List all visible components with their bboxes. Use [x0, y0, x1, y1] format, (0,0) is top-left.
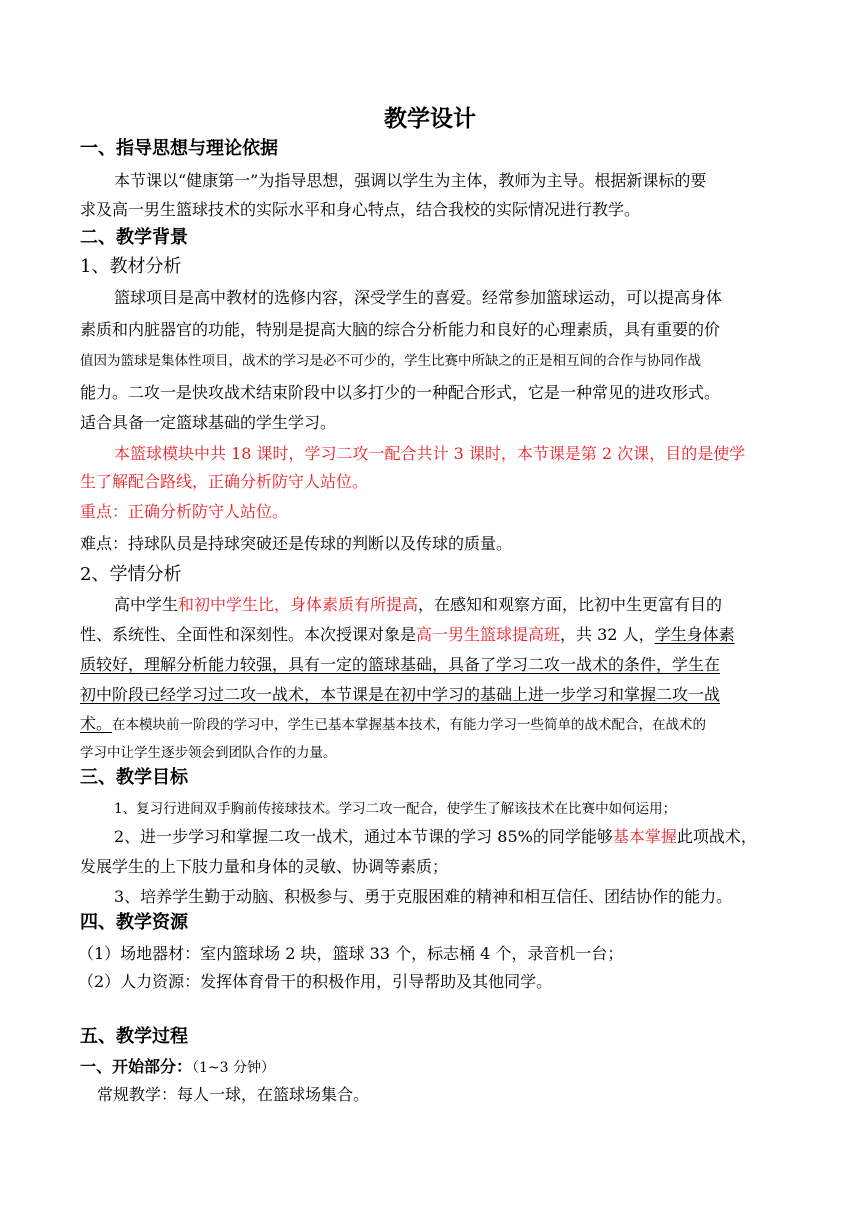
text-segment: 在本模块前一阶段的学习中，学生已基本掌握基本技术，有能力学习一些简单的战术配合，在战术的 — [112, 717, 707, 733]
underlined-line: 初中阶段已经学习过二攻一战术，本节课是在初中学习的基础上进一步学习和掌握二攻一战 — [80, 685, 721, 704]
resource-2: （2）人力资源：发挥体育骨干的积极作用，引导帮助及其他同学。 — [78, 972, 553, 991]
paragraph-line: 素质和内脏器官的功能，特别是提高大脑的综合分析能力和良好的心理素质，具有重要的价 — [80, 320, 721, 339]
paragraph-line: 求及高一男生篮球技术的实际水平和身心特点，结合我校的实际情况进行教学。 — [80, 200, 641, 219]
part-duration: （1~3 分钟） — [192, 1060, 276, 1076]
highlighted-text: 高一男生篮球提高班 — [416, 625, 561, 644]
paragraph-line: 学习中让学生逐步领会到团队合作的力量。 — [80, 745, 337, 761]
page-title: 教学设计 — [384, 105, 476, 132]
highlighted-line: 生了解配合路线，正确分析防守人站位。 — [80, 472, 369, 491]
underlined-text: 术。 — [80, 714, 113, 733]
highlighted-text: 基本掌握 — [612, 827, 677, 846]
highlighted-line: 本篮球模块中共 18 课时，学习二攻一配合共计 3 课时，本节课是第 2 次课，目的是使学 — [114, 444, 746, 463]
goal-3: 3、培养学生勤于动脑、积极参与、勇于克服困难的精神和相互信任、团结协作的能力。 — [114, 887, 733, 906]
underlined-line: 质较好，理解分析能力较强，具有一定的篮球基础，具备了学习二攻一战术的条件，学生在 — [80, 655, 721, 674]
goal-2 — [114, 826, 757, 848]
text-segment: 2、进一步学习和掌握二攻一战术，通过本节课的学习 85%的同学能够 — [114, 827, 613, 846]
subheading-student-analysis: 2、学情分析 — [80, 564, 182, 585]
section-heading-1: 一、指导思想与理论依据 — [80, 138, 278, 159]
text-segment: 高中学生 — [114, 595, 179, 614]
section-heading-3: 三、教学目标 — [80, 767, 188, 788]
highlighted-text: 和初中学生比，身体素质有所提高 — [178, 595, 419, 614]
part-label: 一、开始部分： — [80, 1057, 193, 1076]
paragraph-line: 适合具备一定篮球基础的学生学习。 — [80, 413, 337, 432]
paragraph-line: 篮球项目是高中教材的选修内容，深受学生的喜爱。经常参加篮球运动，可以提高身体 — [114, 288, 723, 307]
goal-2-continued: 发展学生的上下肢力量和身体的灵敏、协调等素质； — [80, 857, 449, 876]
paragraph-line: 能力。二攻一是快攻战术结束阶段中以多打少的一种配合形式，它是一种常见的进攻形式。 — [80, 383, 721, 402]
routine-line: 常规教学：每人一球，在篮球场集合。 — [97, 1085, 370, 1104]
text-segment: 此项战术， — [676, 827, 757, 846]
paragraph-line — [114, 594, 722, 616]
subheading-textbook-analysis: 1、教材分析 — [80, 256, 182, 277]
text-segment: 性、系统性、全面性和深刻性。本次授课对象是 — [80, 625, 417, 644]
section-heading-5: 五、教学过程 — [80, 1026, 188, 1047]
section-heading-2: 二、教学背景 — [80, 227, 188, 248]
paragraph-line — [80, 624, 735, 646]
resource-1: （1）场地器材：室内篮球场 2 块，篮球 33 个，标志桶 4 个，录音机一台； — [78, 944, 624, 963]
key-point: 重点：正确分析防守人站位。 — [80, 502, 289, 521]
underlined-text: 学生身体素 — [654, 625, 735, 644]
paragraph-line: 值因为篮球是集体性项目，战术的学习是必不可少的，学生比赛中所缺之的正是相互间的合作与协同作战 — [80, 353, 701, 369]
paragraph-line — [80, 713, 706, 736]
process-part-1 — [80, 1056, 275, 1079]
text-segment: ，在感知和观察方面，比初中生更富有目的 — [418, 595, 723, 614]
difficulty-point: 难点：持球队员是持球突破还是传球的判断以及传球的质量。 — [80, 534, 513, 553]
goal-1: 1、复习行进间双手胸前传接球技术。学习二攻一配合，使学生了解该技术在比赛中如何运用； — [114, 801, 677, 817]
section-heading-4: 四、教学资源 — [80, 912, 188, 933]
paragraph-line: 本节课以“健康第一”为指导思想，强调以学生为主体，教师为主导。根据新课标的要 — [114, 171, 707, 190]
text-segment: ，共 32 人， — [560, 625, 655, 644]
